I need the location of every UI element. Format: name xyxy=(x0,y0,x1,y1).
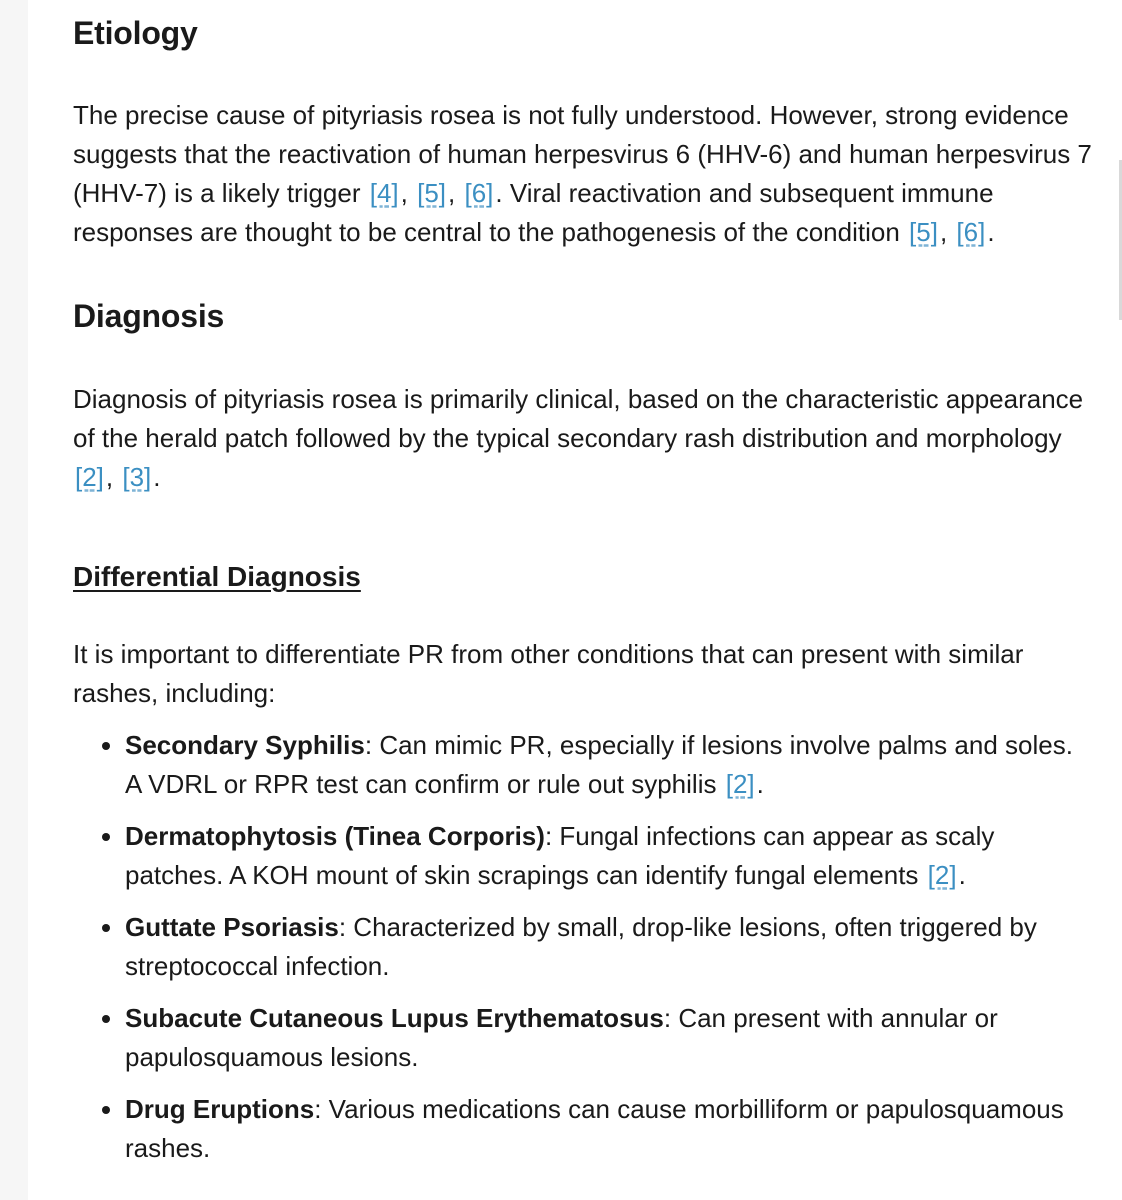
citation-link[interactable]: [2] xyxy=(75,462,104,492)
sentence-end: . xyxy=(958,860,966,890)
section-heading-diagnosis: Diagnosis xyxy=(73,298,225,334)
sentence-end: . xyxy=(153,462,161,492)
condition-term: Dermatophytosis (Tinea Corporis) xyxy=(125,821,545,851)
sentence-end: . xyxy=(756,769,764,799)
condition-description: : Various medications can cause morbilliform or papulosquamous rashes. xyxy=(125,1094,1064,1163)
citation-link[interactable]: [4] xyxy=(369,178,399,208)
condition-term: Drug Eruptions xyxy=(125,1094,315,1124)
etiology-paragraph: The precise cause of pityriasis rosea is not fully understood. However, strong evidence suggests that the reactivation of human herpesvirus 6 (HHV-6) and human herpesvirus 7 (HHV-7) is a likely trigger [4], [5], [6]. Viral reactivation and subsequent immune responses are thought to be central to the pathogenesis of the condition [5], [6]. xyxy=(73,100,1092,247)
condition-description: : Characterized by small, drop-like lesions, often triggered by streptococcal infection. xyxy=(125,912,1037,981)
citation-link[interactable]: [2] xyxy=(725,769,755,799)
differential-list xyxy=(73,726,1092,1168)
diagnosis-paragraph: Diagnosis of pityriasis rosea is primarily clinical, based on the characteristic appearance of the herald patch followed by the typical secondary rash distribution and morphology [2], [3]. xyxy=(73,384,1084,492)
condition-description: : Fungal infections can appear as scaly patches. A KOH mount of skin scrapings can identify fungal elements xyxy=(125,821,995,890)
differential-intro: It is important to differentiate PR from other conditions that can present with similar rashes, including: xyxy=(73,639,1024,708)
citation-link[interactable]: [2] xyxy=(927,860,957,890)
condition-description: : Can mimic PR, especially if lesions involve palms and soles. A VDRL or RPR test can confirm or rule out syphilis xyxy=(125,730,1073,799)
list-item xyxy=(125,726,1092,804)
diagnosis-text-1: Diagnosis of pityriasis rosea is primarily clinical, based on the characteristic appearance of the herald patch followed by the typical secondary rash distribution and morphology xyxy=(73,384,1084,453)
condition-term: Secondary Syphilis xyxy=(125,730,365,760)
citation-link[interactable]: [6] xyxy=(956,217,986,247)
document-panel xyxy=(28,0,1122,1200)
citation-link[interactable]: [5] xyxy=(417,178,447,208)
section-heading-differential-diagnosis: Differential Diagnosis xyxy=(73,561,361,592)
list-item xyxy=(125,817,1092,895)
condition-description: : Can present with annular or papulosquamous lesions. xyxy=(125,1003,998,1072)
sentence-end: . xyxy=(987,217,995,247)
citation-link[interactable]: [3] xyxy=(122,462,152,492)
citation-link[interactable]: [5] xyxy=(909,217,938,247)
condition-term: Guttate Psoriasis xyxy=(125,912,339,942)
list-item xyxy=(125,1090,1092,1168)
etiology-text-2: . Viral reactivation and subsequent immune responses are thought to be central to the pathogenesis of the condition xyxy=(73,178,994,247)
etiology-text-1: The precise cause of pityriasis rosea is not fully understood. However, strong evidence suggests that the reactivation of human herpesvirus 6 (HHV-6) and human herpesvirus 7 (HHV-7) is a likely trigger xyxy=(73,100,1092,208)
list-item xyxy=(125,999,1092,1077)
section-heading-etiology: Etiology xyxy=(73,15,198,51)
citation-link[interactable]: [6] xyxy=(464,178,494,208)
list-item xyxy=(125,908,1092,986)
condition-term: Subacute Cutaneous Lupus Erythematosus xyxy=(125,1003,664,1033)
